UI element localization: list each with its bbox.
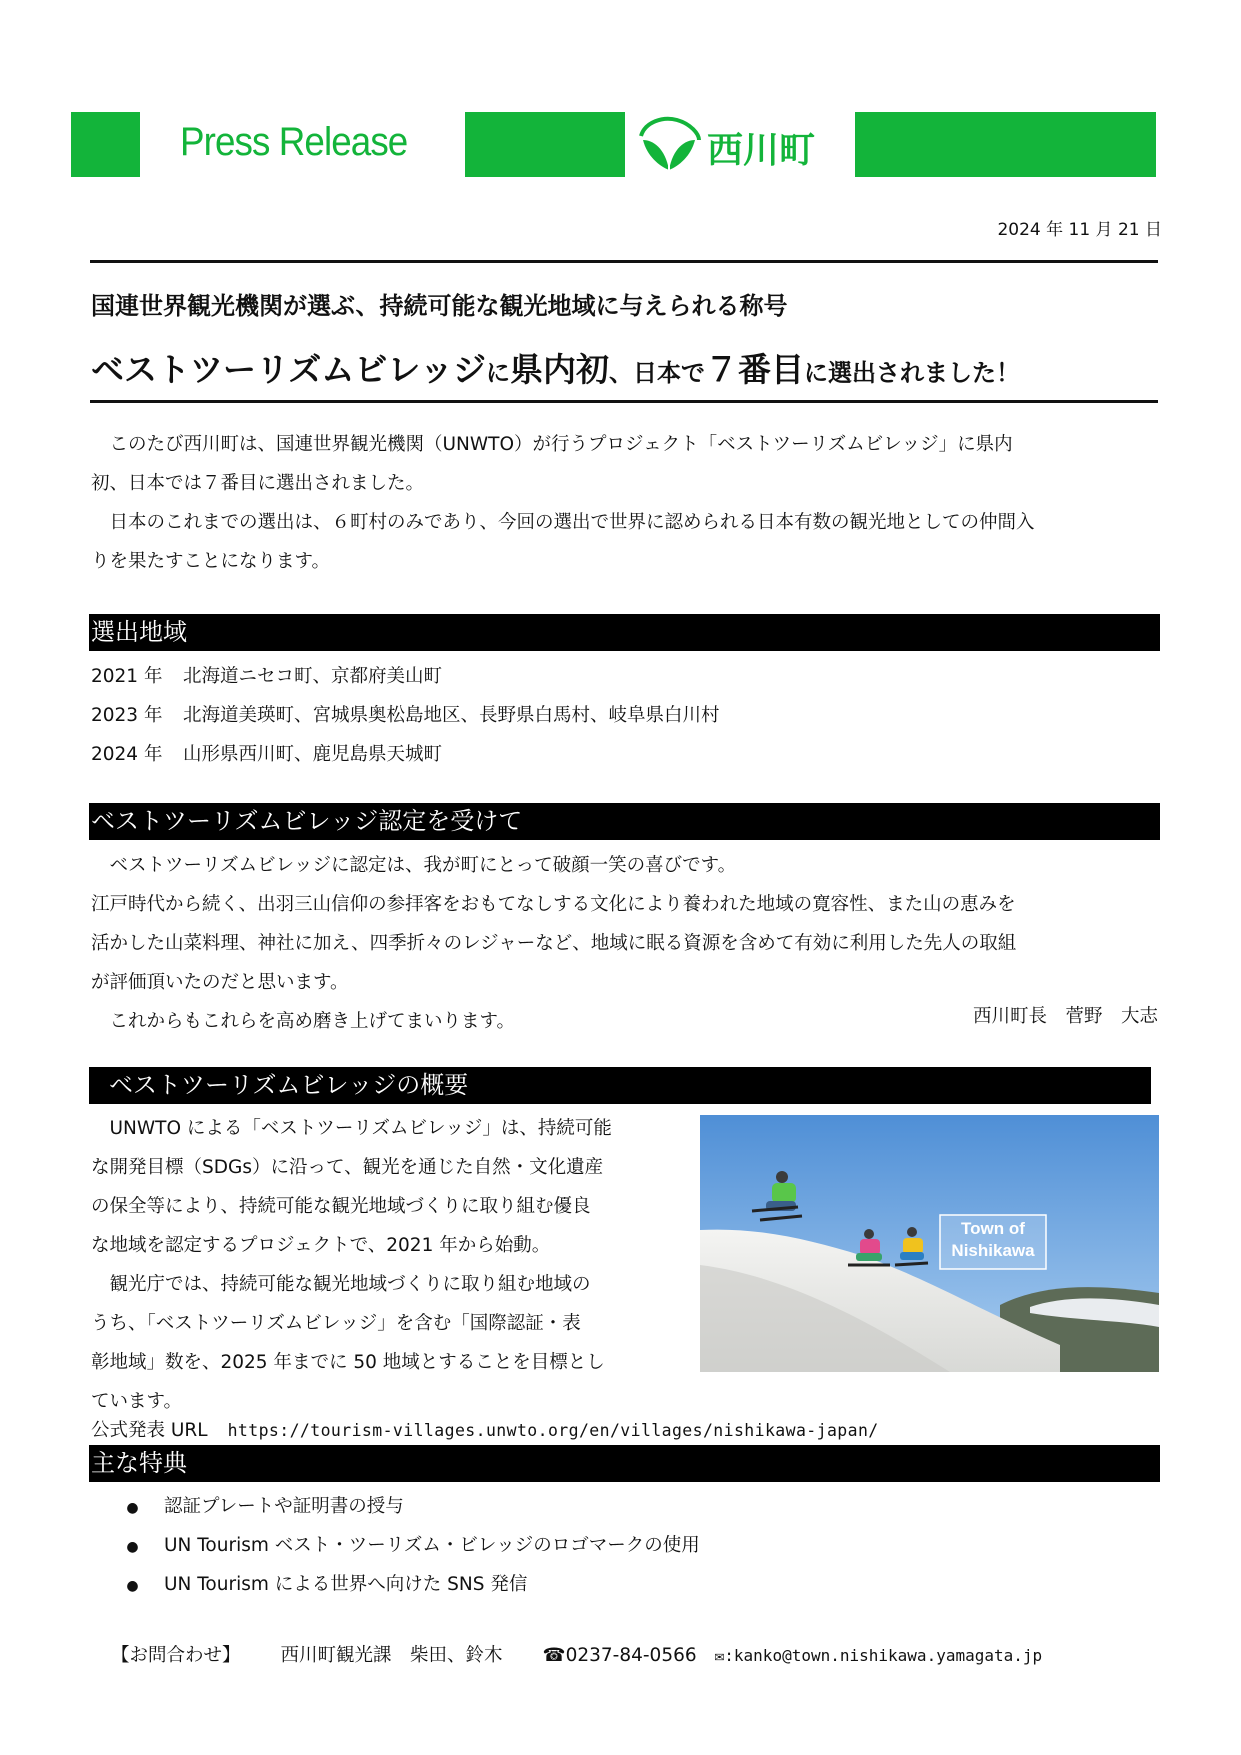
intro-line: 日本のこれまでの選出は、６町村のみであり、今回の選出で世界に認められる日本有数の観光地としての仲間入 <box>91 512 1035 533</box>
section-heading-certified: ベストツーリズムビレッジ認定を受けて <box>89 803 1160 840</box>
overview-line: 彰地域」数を、2025 年までに 50 地域とすることを目標とし <box>91 1352 605 1373</box>
headline-bottom-rule <box>90 400 1158 403</box>
logo-text: 西川町 <box>707 130 816 171</box>
certified-line: 江戸時代から続く、出羽三山信仰の参拝客をおもてなしする文化により養われた地域の寛容性、また山の恵みを <box>91 894 1016 915</box>
photo-caption-line-2: Nishikawa <box>951 1241 1035 1260</box>
selected-year: 2024 年 <box>91 744 163 765</box>
release-date: 2024 年 11 月 21 日 <box>997 220 1162 240</box>
headline-main <box>91 344 1020 391</box>
intro-paragraph <box>91 425 1161 581</box>
list-item <box>101 1565 700 1604</box>
bullet-icon: ● <box>126 1578 139 1594</box>
benefit-text: 認証プレートや証明書の授与 <box>164 1496 404 1517</box>
headline-part-seventh: ７番目 <box>705 350 805 389</box>
bullet-icon: ● <box>126 1500 139 1516</box>
selected-row <box>91 662 442 688</box>
list-item <box>101 1487 700 1526</box>
headline-part-ni: に <box>486 359 511 387</box>
benefits-list <box>101 1487 700 1604</box>
selected-year: 2021 年 <box>91 666 163 687</box>
benefit-text: UN Tourism ベスト・ツーリズム・ビレッジのロゴマークの使用 <box>164 1535 700 1556</box>
overview-paragraph <box>91 1109 691 1421</box>
contact-phone[interactable]: ☎0237-84-0566 <box>542 1645 697 1666</box>
overview-line: 観光庁では、持続可能な観光地域づくりに取り組む地域の <box>91 1274 591 1295</box>
certified-line: が評価頂いたのだと思います。 <box>91 972 349 993</box>
leaf-logo-icon <box>635 114 705 176</box>
benefit-text: UN Tourism による世界へ向けた SNS 発信 <box>164 1574 528 1595</box>
skiers-photo <box>700 1115 1159 1372</box>
list-item <box>101 1526 700 1565</box>
selected-areas: 北海道美瑛町、宮城県奥松島地区、長野県白馬村、岐阜県白川村 <box>183 705 720 726</box>
contact-label: 【お問合わせ】 <box>111 1645 241 1666</box>
overview-line: ています。 <box>91 1391 183 1412</box>
headline-top-rule <box>90 260 1158 263</box>
url-label: 公式発表 URL <box>91 1420 208 1441</box>
intro-line: このたび西川町は、国連世界観光機関（UNWTO）が行うプロジェクト「ベストツーリズムビレッジ」に県内 <box>91 434 1013 455</box>
overview-line: うち、「ベストツーリズムビレッジ」を含む「国際認証・表 <box>91 1313 581 1334</box>
headline-part-village: ベストツーリズムビレッジ <box>91 350 487 389</box>
headline-subtitle: 国連世界観光機関が選ぶ、持続可能な観光地域に与えられる称号 <box>91 292 788 320</box>
official-url-line <box>91 1416 879 1442</box>
section-heading-benefits: 主な特典 <box>89 1445 1160 1482</box>
section-heading-selected: 選出地域 <box>89 614 1160 651</box>
header-green-block-right <box>855 112 1156 177</box>
headline-part-first: 県内初 <box>510 350 610 389</box>
overview-line: UNWTO による「ベストツーリズムビレッジ」は、持続可能 <box>91 1118 612 1139</box>
certified-line: これからもこれらを高め磨き上げてまいります。 <box>91 1011 516 1032</box>
selected-row <box>91 740 442 766</box>
headline-part-japan: 、日本で <box>609 359 706 387</box>
selected-year: 2023 年 <box>91 705 163 726</box>
official-url-link[interactable]: https://tourism-villages.unwto.org/en/villages/nishikawa-japan/ <box>227 1421 879 1440</box>
mayor-signature: 西川町長 菅野 大志 <box>972 1006 1158 1027</box>
selected-areas: 山形県西川町、鹿児島県天城町 <box>183 744 443 765</box>
town-logo <box>635 112 850 177</box>
section-heading-overview: ベストツーリズムビレッジの概要 <box>89 1067 1151 1104</box>
selected-areas: 北海道ニセコ町、京都府美山町 <box>183 666 443 687</box>
certified-line: 活かした山菜料理、神社に加え、四季折々のレジャーなど、地域に眠る資源を含めて有効に利用した先人の取組 <box>91 933 1017 954</box>
overview-line: な開発目標（SDGs）に沿って、観光を通じた自然・文化遺産 <box>91 1157 604 1178</box>
bullet-icon: ● <box>126 1539 139 1555</box>
press-release-title: Press Release <box>180 120 408 164</box>
certified-line: ベストツーリズムビレッジに認定は、我が町にとって破顔一笑の喜びです。 <box>91 855 737 876</box>
overview-line: な地域を認定するプロジェクトで、2021 年から始動。 <box>91 1235 551 1256</box>
contact-email[interactable]: ✉:kanko@town.nishikawa.yamagata.jp <box>714 1646 1043 1665</box>
header-green-block-middle <box>465 112 625 177</box>
intro-line: りを果たすことになります。 <box>91 551 331 572</box>
photo-caption-line-1: Town of <box>961 1219 1025 1238</box>
contact-footer <box>111 1641 1042 1667</box>
selected-row <box>91 701 720 727</box>
overview-line: の保全等により、持続可能な観光地域づくりに取り組む優良 <box>91 1196 591 1217</box>
contact-dept: 西川町観光課 柴田、鈴木 <box>280 1645 503 1666</box>
intro-line: 初、日本では７番目に選出されました。 <box>91 473 425 494</box>
skiers-photo-graphic <box>700 1115 1159 1372</box>
header-green-block-left <box>71 112 140 177</box>
headline-part-selected: に選出されました！ <box>804 359 1021 387</box>
